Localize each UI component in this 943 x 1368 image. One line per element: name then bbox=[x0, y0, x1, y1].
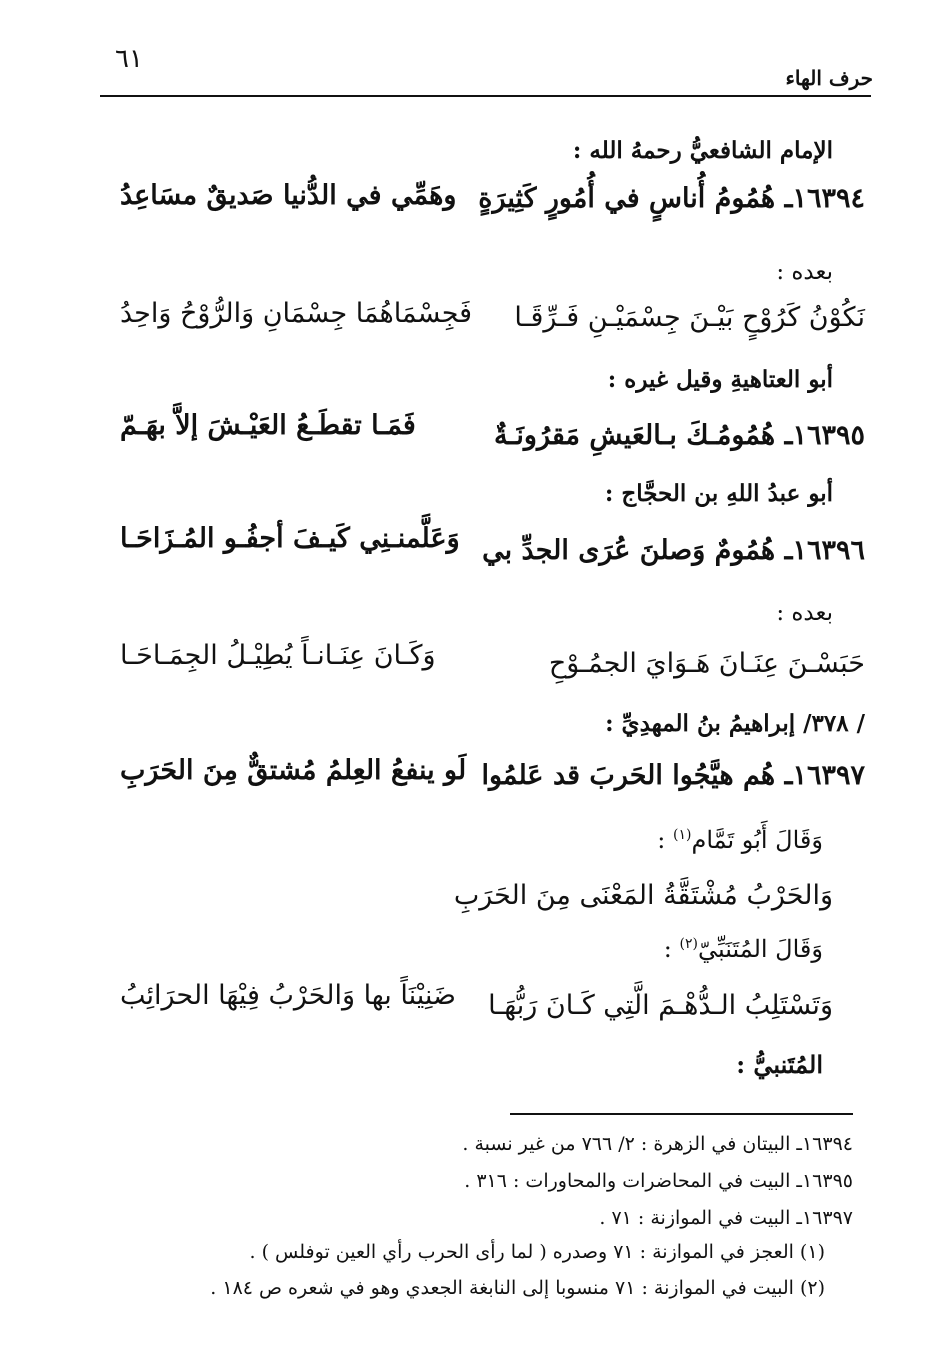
attribution: المُتَنبيُّ : bbox=[736, 1050, 823, 1079]
footnote-rule bbox=[510, 1113, 853, 1115]
attribution: بعده : bbox=[776, 259, 833, 285]
running-head: حرف الهاء bbox=[785, 66, 873, 90]
verse-first-hemistich: ١٦٣٩٦ـ هُمُومٌ وَصلنَ عُرَى الجدِّ بي bbox=[482, 535, 865, 566]
verse-first-hemistich: ١٦٣٩٧ـ هُم هيَّجُوا الحَربَ قد عَلمُوا bbox=[481, 760, 865, 791]
verse-second-hemistich: لَو ينفعُ العِلمُ مُشتقٌّ مِنَ الحَرَبِ bbox=[120, 755, 467, 786]
header-rule bbox=[100, 95, 871, 97]
verse-first-hemistich: نَكُوْنُ كَرُوْحٍ بَيْـنَ جِسْمَيْـنِ فَـرِّقَـا bbox=[514, 302, 865, 333]
verse-second-hemistich: فَجِسْمَاهُمَا جِسْمَانِ وَالرُّوْحُ وَاحِدُ bbox=[120, 298, 473, 329]
attribution: / ٣٧٨/ إبراهيمُ بنُ المهدِيِّ : bbox=[605, 710, 865, 737]
verse-first-hemistich: حَبَسْـنَ عِنَـانَ هَـوَايَ الجمُـوْحِ bbox=[548, 648, 865, 679]
attribution: أبو عبدُ اللهِ بن الحجَّاج : bbox=[604, 480, 833, 507]
footnote: ١٦٣٩٥ـ البيت في المحاضرات والمحاورات : ٣١٦ . bbox=[464, 1170, 853, 1192]
verse-first-hemistich: وَتَسْتَلِبُ الـدُّهْـمَ الَّتِي كَـانَ رَبُّهَـا bbox=[488, 990, 833, 1021]
footnote: ١٦٣٩٧ـ البيت في الموازنة : ٧١ . bbox=[599, 1207, 853, 1229]
footnote: (٢) البيت في الموازنة : ٧١ منسوبا إلى النابغة الجعدي وهو في شعره ص ١٨٤ . bbox=[210, 1277, 825, 1299]
quote-intro: وَقَالَ المُتَنَبِّيّ$^{(٢)}$ : bbox=[663, 935, 823, 963]
verse-second-hemistich: ضَنِيْنَاً بها وَالحَرْبُ فِيْهَا الحرَائِبُ bbox=[120, 980, 456, 1011]
hemistich-line: وَالحَرْبُ مُشْتَقَّةُ المَعْنَى مِنَ الحَرَبِ bbox=[453, 880, 833, 911]
page-number: ٦١ bbox=[115, 44, 143, 74]
attribution: أبو العتاهيةِ وقيل غيره : bbox=[607, 366, 833, 393]
verse-second-hemistich: وَكَـانَ عِنَـانـاً يُطِيْـلُ الجِمَـاحَـا bbox=[120, 640, 436, 671]
attribution: الإمام الشافعيُّ رحمهُ الله : bbox=[572, 137, 833, 164]
verse-second-hemistich: وهَمِّي في الدُّنيا صَديقٌ مسَاعِدُ bbox=[120, 180, 457, 211]
footnote-ref: (٢) bbox=[679, 936, 698, 952]
attribution: بعده : bbox=[776, 600, 833, 626]
quote-intro: وَقَالَ أَبُو تَمَّام$^{(١)}$ : bbox=[657, 826, 823, 854]
verse-second-hemistich: فَمَـا تقطَـعُ العَيْـشَ إلاَّ بهَـمّ bbox=[120, 410, 416, 441]
footnote: (١) العجز في الموازنة : ٧١ وصدره ( لما رأى الحرب رأي العين توفلس ) . bbox=[249, 1241, 825, 1263]
verse-second-hemistich: وَعَلَّمنـنِي كَيـفَ أجفُـو المُـزَاحَـا bbox=[120, 523, 460, 554]
verse-first-hemistich: ١٦٣٩٥ـ هُمُومُـكَ بـالعَيشِ مَقرُونَـةٌ bbox=[494, 420, 865, 451]
footnote: ١٦٣٩٤ـ البيتان في الزهرة : ٢/ ٧٦٦ من غير نسبة . bbox=[462, 1133, 853, 1155]
footnote-ref: (١) bbox=[672, 827, 692, 843]
verse-first-hemistich: ١٦٣٩٤ـ هُمُومُ أُناسٍ في أُمُورٍ كَثِيرَةٍ bbox=[478, 183, 865, 214]
